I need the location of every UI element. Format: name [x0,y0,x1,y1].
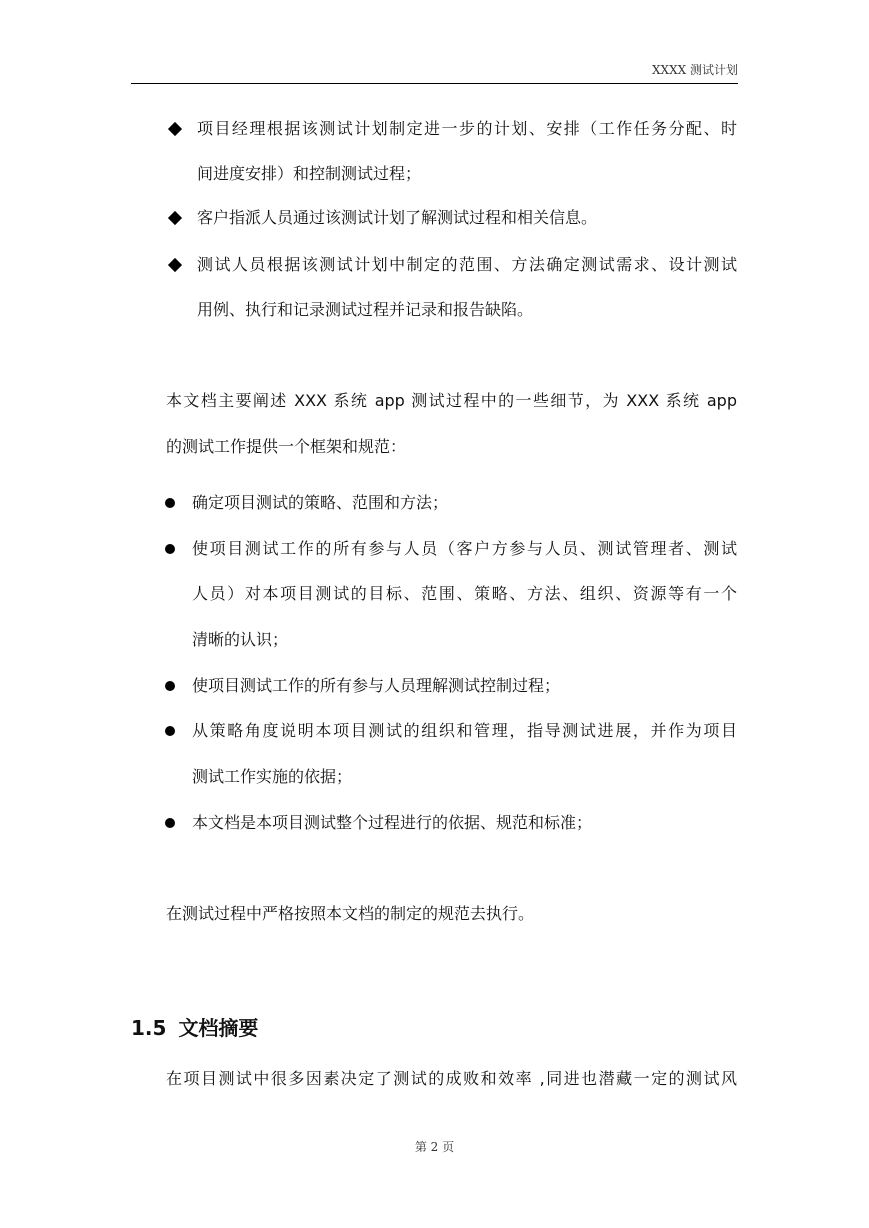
section-number: 1.5 [131,1016,167,1040]
section-heading [131,1012,258,1041]
intro-list-item-3-line-1: 测试人员根据该测试计划中制定的范围、方法确定测试需求、设计测试 [197,255,737,274]
purpose-list-item-4-line-2: 测试工作实施的依据； [192,767,353,786]
dot-bullet-icon [165,818,175,828]
purpose-list-item-2-line-3: 清晰的认识； [192,630,289,649]
section-title: 文档摘要 [178,1016,259,1040]
intro-list-item-1-line-1: 项目经理根据该测试计划制定进一步的计划、安排（工作任务分配、时 [197,119,737,138]
diamond-bullet-icon [168,258,182,272]
intro-list-item-1-line-2: 间进度安排）和控制测试过程； [197,164,422,183]
paragraph-3-line-1: 在项目测试中很多因素决定了测试的成败和效率 ,同进也潜藏一定的测试风 [166,1069,737,1088]
paragraph-2: 在测试过程中严格按照本文档的制定的规范去执行。 [166,904,535,923]
dot-bullet-icon [165,681,175,691]
purpose-list-item-4-line-1: 从策略角度说明本项目测试的组织和管理，指导测试进展，并作为项目 [192,721,737,740]
diamond-bullet-icon [168,211,182,225]
header-rule [131,83,738,84]
purpose-list-item-5-line-1: 本文档是本项目测试整个过程进行的依据、规范和标准； [192,813,593,832]
purpose-list-item-2-line-2: 人员）对本项目测试的目标、范围、策略、方法、组织、资源等有一个 [192,584,737,603]
paragraph-1-line-1: 本文档主要阐述 XXX 系统 app 测试过程中的一些细节，为 XXX 系统 app [166,391,737,410]
dot-bullet-icon [165,726,175,736]
paragraph-1-line-2: 的测试工作提供一个框架和规范： [166,437,407,456]
page-number: 第 2 页 [414,1140,455,1154]
intro-list-item-3-line-2: 用例、执行和记录测试过程并记录和报告缺陷。 [197,300,534,319]
dot-bullet-icon [165,544,175,554]
diamond-bullet-icon [168,122,182,136]
purpose-list-item-1-line-1: 确定项目测试的策略、范围和方法； [192,493,449,512]
purpose-list-item-3-line-1: 使项目测试工作的所有参与人员理解测试控制过程； [192,676,561,695]
purpose-list-item-2-line-1: 使项目测试工作的所有参与人员（客户方参与人员、测试管理者、测试 [192,539,737,558]
dot-bullet-icon [165,498,175,508]
intro-list-item-2-line-1: 客户指派人员通过该测试计划了解测试过程和相关信息。 [197,208,598,227]
page-header-title: XXXX 测试计划 [652,63,738,77]
